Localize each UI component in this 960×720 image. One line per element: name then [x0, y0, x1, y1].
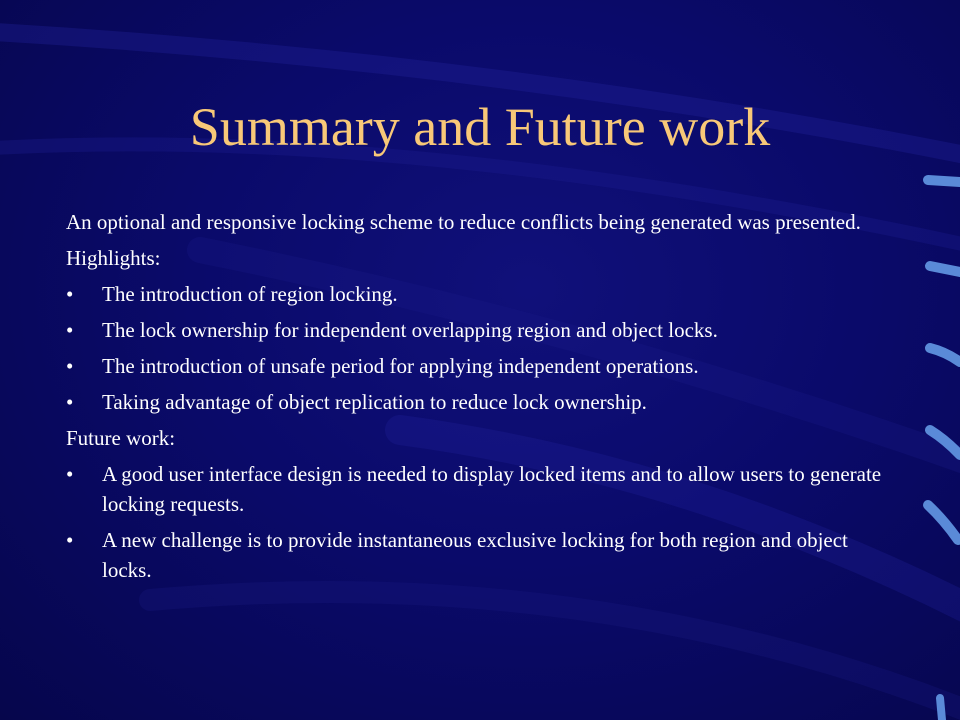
future-work-list	[66, 459, 886, 585]
slide-body	[66, 207, 886, 591]
list-item	[66, 387, 886, 417]
edge-stroke-5	[928, 505, 958, 540]
decor-swoosh-5	[150, 592, 960, 720]
edge-stroke-6	[940, 698, 942, 720]
list-item-text: A new challenge is to provide instantaneous exclusive locking for both region and object locks.	[102, 528, 848, 582]
edge-stroke-1	[928, 180, 960, 182]
bullet-icon: •	[66, 390, 74, 414]
future-work-heading: Future work:	[66, 426, 176, 450]
list-item	[66, 279, 886, 309]
bullet-icon: •	[66, 282, 74, 306]
slide-title: Summary and Future work	[189, 97, 771, 157]
bullet-icon: •	[66, 318, 74, 342]
list-item-text: The introduction of region locking.	[102, 282, 398, 306]
highlights-heading: Highlights:	[66, 246, 161, 270]
bullet-icon: •	[66, 528, 74, 552]
intro-paragraph: An optional and responsive locking scheme to reduce conflicts being generated was presented.	[66, 210, 861, 234]
edge-stroke-2	[930, 266, 960, 272]
list-item-text: A good user interface design is needed to display locked items and to allow users to generate locking requests.	[102, 462, 882, 516]
bullet-icon: •	[66, 354, 74, 378]
list-item	[66, 459, 886, 519]
bullet-icon: •	[66, 462, 74, 486]
list-item-text: Taking advantage of object replication to reduce lock ownership.	[102, 390, 647, 414]
edge-stroke-4	[930, 430, 960, 455]
list-item	[66, 315, 886, 345]
list-item	[66, 351, 886, 381]
edge-stroke-3	[930, 348, 960, 362]
list-item	[66, 525, 886, 585]
list-item-text: The introduction of unsafe period for applying independent operations.	[102, 354, 699, 378]
list-item-text: The lock ownership for independent overlapping region and object locks.	[102, 318, 718, 342]
highlights-list	[66, 279, 886, 417]
